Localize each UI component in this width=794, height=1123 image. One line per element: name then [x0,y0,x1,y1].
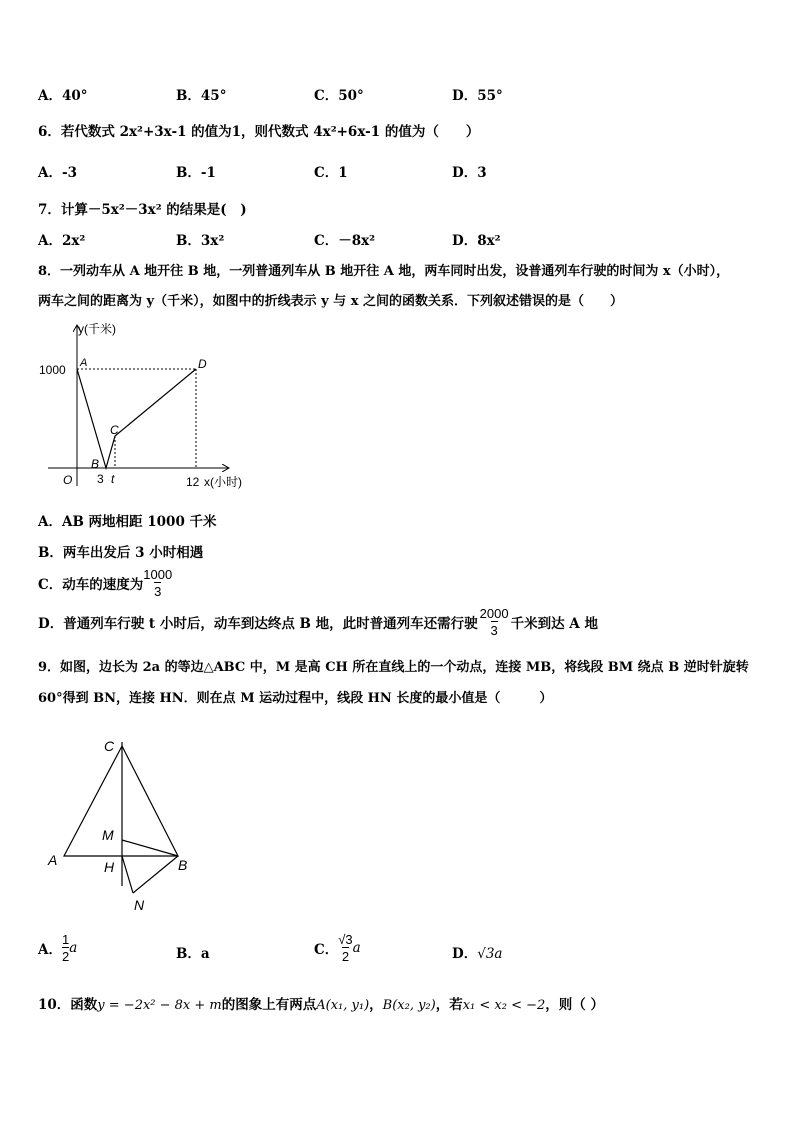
q9-label-a: A [48,852,58,868]
q6-option-c: C．1 [314,165,348,181]
q8-y-tick-1000: 1000 [39,363,66,377]
q8-origin-label: O [63,473,73,487]
q9-segment-hn [122,856,133,893]
q8-stem-line2: 两车之间的距离为 y（千米），如图中的折线表示 y 与 x 之间的函数关系．下列叙述错误的是（ ） [38,294,623,309]
q9-option-a [38,932,77,964]
q10-condition: x₁ < x₂ < −2 [462,998,546,1013]
q8-polyline [77,369,196,468]
q7-stem: 7．计算－5x²－3x² 的结果是( ) [38,202,247,218]
q6-option-a: A．-3 [38,165,77,181]
q9-option-d [452,942,502,962]
q9-triangle-figure [40,730,210,920]
q8-option-a: A．AB 两地相距 1000 千米 [38,514,217,530]
q8-option-d-denominator: 3 [490,623,498,638]
q10-cond-prefix: ，若 [435,997,463,1013]
q9-option-d-label: D． [452,946,478,962]
q9-label-h: H [104,859,115,875]
q9-option-a-denominator: 2 [61,949,70,964]
q5-option-d: D．55° [452,88,503,104]
q9-segment-bn [133,856,178,893]
q8-stem-line1: 8．一列动车从 A 地开往 B 地，一列普通列车从 B 地开往 A 地，两车同时出发，设普通列车行驶的时间为 x（小时）， [38,264,730,279]
q5-option-b: B．45° [176,88,227,104]
q9-triangle-abc [64,746,178,856]
q9-option-a-numerator: 1 [61,932,70,947]
q8-option-c [38,567,172,599]
q10-function: y = −2x² − 8x + m [97,998,222,1013]
q10-end: ，则（ ） [545,997,604,1013]
q7-option-b: B．3x² [176,233,225,249]
q10-stem: 10．函数y = −2x² − 8x + m的图象上有两点A(x₁, y₁)，B(x₂, y₂)，若x₁ < x₂ < −2，则（ ） [38,997,604,1013]
q9-option-a-label: A． [38,942,62,958]
q9-option-c-var: a [352,940,361,956]
q9-stem-line1: 9．如图，边长为 2a 的等边△ABC 中，M 是高 CH 所在直线上的一个动点，连接 MB，将线段 BM 绕点 B 逆时针旋转 [38,660,749,675]
q9-option-d-value: √3a [477,946,503,962]
q9-option-c-denominator: 2 [341,949,350,964]
q8-option-d [38,606,598,638]
q9-option-c-numerator: √3 [338,932,353,947]
q8-point-a: A [80,357,88,369]
q8-option-c-denominator: 3 [154,584,162,599]
q8-option-c-fraction [143,567,172,599]
q9-option-b: B．a [176,946,210,962]
q8-x-label: x(小时) [204,475,242,489]
q8-option-b: B．两车出发后 3 小时相遇 [38,545,204,561]
q5-option-a: A．40° [38,88,88,104]
q10-prefix: 10．函数 [38,997,98,1013]
q8-x-tick-3: 3 [97,472,104,486]
q10-mid: 的图象上有两点 [221,997,317,1013]
q9-label-m: M [102,827,114,843]
q9-option-a-var: a [69,940,78,956]
q8-option-c-numerator: 1000 [143,567,173,582]
q7-option-a: A．2x² [38,233,86,249]
q8-x-tick-12: 12 [186,475,200,489]
q10-point-a: A(x₁, y₁) [316,998,370,1013]
q9-option-c-label: C． [314,942,339,958]
q6-option-b: B．-1 [176,165,216,181]
q9-label-n: N [134,897,145,913]
q8-point-d: D [198,357,207,371]
q8-x-tick-t: t [111,472,115,486]
q9-label-b: B [178,857,188,873]
q7-option-c: C．－8x² [314,233,376,249]
q6-stem: 6．若代数式 2x²+3x-1 的值为1，则代数式 4x²+6x-1 的值为（ ） [38,124,480,140]
q8-option-d-suffix: 千米到达 A 地 [510,616,598,632]
q9-stem-line2: 60°得到 BN，连接 HN．则在点 M 运动过程中，线段 HN 长度的最小值是（ ） [38,691,553,706]
q9-segment-mb [122,840,178,856]
q9-label-c: C [104,738,115,754]
q7-option-d: D．8x² [452,233,501,249]
q8-option-d-label: D．普通列车行驶 t 小时后，动车到达终点 B 地，此时普通列车还需行驶 [38,616,478,632]
q5-option-c: C．50° [314,88,364,104]
q9-option-c [314,932,361,964]
q8-option-c-label: C．动车的速度为 [38,577,144,593]
q8-option-d-fraction [480,606,509,638]
q8-point-b: B [91,457,100,471]
q8-distance-time-graph [30,318,270,498]
q8-point-c: C [110,423,119,437]
q8-option-d-numerator: 2000 [479,606,509,621]
q9-option-c-fraction [338,932,352,964]
q6-option-d: D．3 [452,165,487,181]
q10-point-b: B(x₂, y₂) [382,998,436,1013]
q8-y-label: y(千米) [78,322,116,336]
